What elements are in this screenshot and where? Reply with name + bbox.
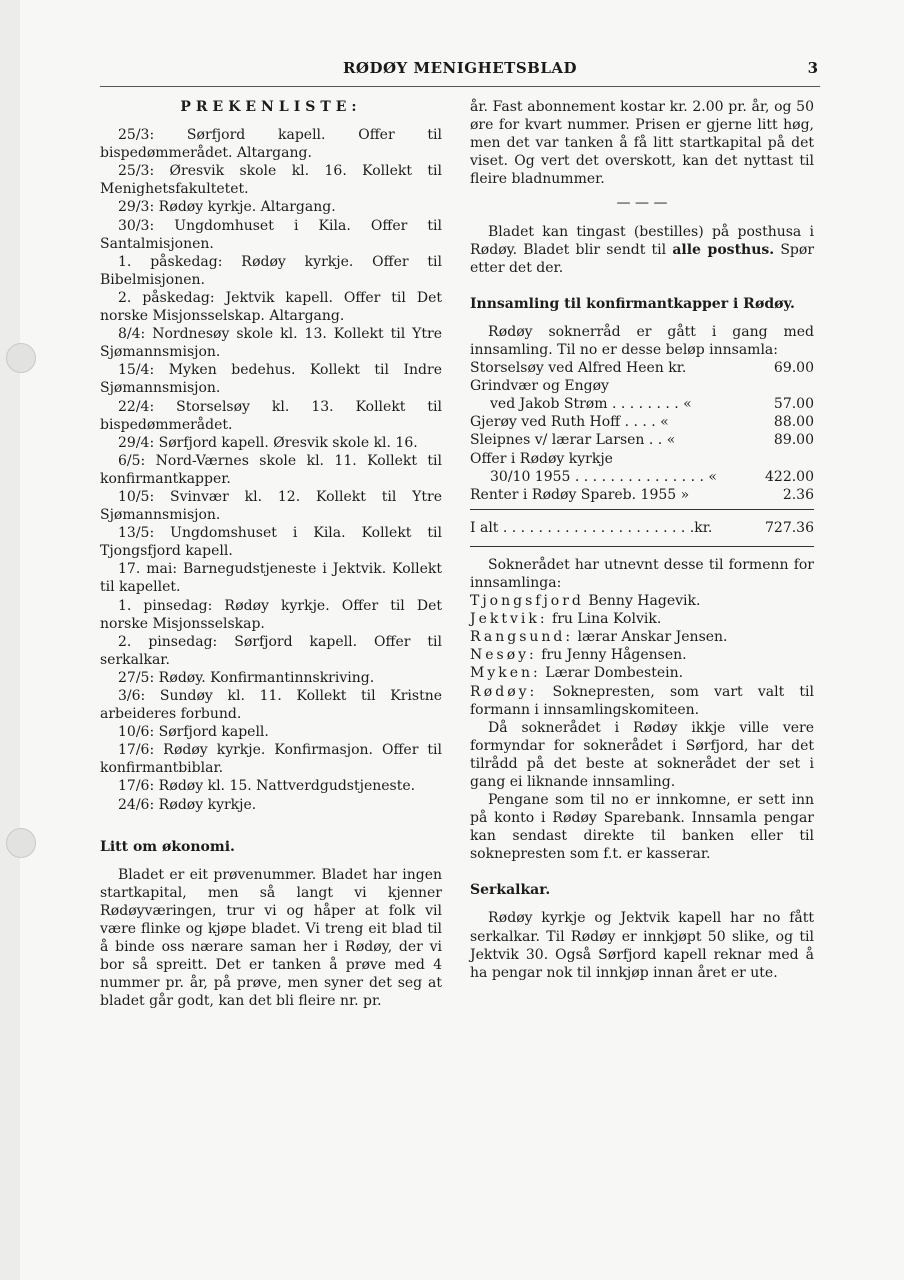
formann-entry bbox=[470, 646, 814, 664]
preken-entry: 8/4: Nordnesøy skole kl. 13. Kollekt til Ytre Sjømannsmisjon. bbox=[100, 326, 442, 361]
donation-row bbox=[470, 395, 814, 413]
donation-label: ved Jakob Strøm . . . . . . . . « bbox=[490, 396, 692, 413]
tingast-text-after: Spør etter det der. bbox=[470, 241, 815, 276]
formann-entry bbox=[470, 664, 814, 682]
tingast-bold: alle posthus. bbox=[672, 241, 775, 258]
okonomi-paragraph: Bladet er eit prøvenummer. Bladet har ingen startkapital, men så langt vi kjenner Rødøyværingen, trur vi og håper at folk vil være flinke og kjøpe bladet. Vi treng eit blad til å binde oss nærare saman her i Rødøy, der vi bor så spreitt. Det er tanken å prøve med 4 nummer pr. år, på prøve, men syner det seg at bladet går godt, kan det bli fleire nr. pr. bbox=[100, 866, 442, 1010]
preken-entry: 1. påskedag: Rødøy kyrkje. Offer til Bibelmisjonen. bbox=[100, 253, 442, 288]
sorfjord-paragraph: Då soknerådet i Rødøy ikkje ville vere formyndar for soknerådet i Sørfjord, har det tilrådd på det beste at soknerådet der set i gang ei liknande innsamling. bbox=[470, 719, 814, 790]
donation-row bbox=[470, 377, 814, 395]
preken-entry: 27/5: Rødøy. Konfirmantinnskriving. bbox=[118, 669, 375, 686]
total-row bbox=[470, 519, 814, 537]
punch-hole bbox=[6, 828, 36, 858]
donation-amount: 57.00 bbox=[773, 396, 814, 413]
donation-amount bbox=[744, 450, 814, 468]
section-separator: — — — bbox=[616, 195, 668, 212]
formann-place: Rødøy: bbox=[470, 683, 538, 700]
punch-hole bbox=[6, 343, 36, 373]
donation-amount: 88.00 bbox=[773, 414, 814, 431]
donation-amount: 2.36 bbox=[782, 486, 814, 503]
tingast-text: Bladet kan tingast (bestilles) på posthusa i Rødøy. Bladet blir sendt til bbox=[470, 223, 814, 258]
preken-entry: 2. pinsedag: Sørfjord kapell. Offer til serkalkar. bbox=[100, 633, 442, 668]
formann-place: Tjongsfjord bbox=[470, 593, 584, 610]
innsamling-intro: Rødøy soknerråd er gått i gang med innsamling. Til no er desse beløp innsamla: bbox=[470, 323, 814, 358]
left-column bbox=[100, 98, 442, 1010]
formann-person: fru Lina Kolvik. bbox=[552, 611, 662, 628]
donation-label: Gjerøy ved Ruth Hoff . . . . « bbox=[470, 414, 669, 431]
tingast-paragraph bbox=[470, 223, 814, 277]
donation-row bbox=[470, 468, 814, 486]
page-header bbox=[100, 56, 820, 87]
preken-entry: 2. påskedag: Jektvik kapell. Offer til Det norske Misjonsselskap. Altargang. bbox=[100, 289, 442, 325]
preken-entry: 29/3: Rødøy kyrkje. Altargang. bbox=[118, 199, 336, 216]
formann-person: Benny Hagevik. bbox=[588, 593, 701, 610]
formenn-list bbox=[470, 592, 814, 719]
total-rule bbox=[470, 546, 814, 547]
prekenliste bbox=[100, 126, 442, 814]
formann-person: fru Jenny Hågensen. bbox=[541, 647, 687, 664]
formenn-intro: Soknerådet har utnevnt desse til formenn for innsamlinga: bbox=[470, 556, 814, 591]
okonomi-continued: år. Fast abonnement kostar kr. 2.00 pr. år, og 50 øre for kvart nummer. Prisen er gjerne litt høg, men det var tanken å få litt startkapital på det viset. Og vert det overskott, kan det nyttast til fleire bladnummer. bbox=[470, 99, 814, 188]
donation-label: 30/10 1955 . . . . . . . . . . . . . . . « bbox=[490, 468, 717, 485]
donation-row bbox=[470, 359, 814, 377]
formann-entry bbox=[470, 683, 814, 719]
preken-entry: 25/3: Sørfjord kapell. Offer til bispedømmerådet. Altargang. bbox=[100, 127, 442, 162]
donation-amount: 69.00 bbox=[773, 360, 814, 377]
okonomi-heading: Litt om økonomi. bbox=[100, 838, 235, 855]
donation-amount: 89.00 bbox=[773, 432, 814, 449]
donation-label: Renter i Rødøy Spareb. 1955 » bbox=[470, 486, 690, 503]
pengane-paragraph: Pengane som til no er innkomne, er sett inn på konto i Rødøy Sparebank. Innsamla pengar kan sendast direkte til banken eller til soknepresten som f.t. er kasserar. bbox=[470, 792, 814, 863]
donation-row bbox=[470, 450, 814, 468]
serkalkar-paragraph: Rødøy kyrkje og Jektvik kapell har no fått serkalkar. Til Rødøy er innkjøpt 50 slike, og til Jektvik 30. Også Sørfjord kapell reknar med å ha pengar nok til innkjøp innan året er ute. bbox=[470, 910, 814, 981]
preken-entry: 15/4: Myken bedehus. Kollekt til Indre Sjømannsmisjon. bbox=[100, 362, 442, 397]
preken-entry: 3/6: Sundøy kl. 11. Kollekt til Kristne arbeideres forbund. bbox=[100, 688, 442, 723]
donation-row bbox=[470, 431, 814, 449]
preken-entry: 22/4: Storselsøy kl. 13. Kollekt til bispedømmerådet. bbox=[100, 398, 442, 433]
preken-entry: 25/3: Øresvik skole kl. 16. Kollekt til Menighetsfakultetet. bbox=[100, 163, 442, 198]
formann-place: Myken: bbox=[470, 665, 541, 682]
sum-rule bbox=[470, 509, 814, 510]
preken-entry: 24/6: Rødøy kyrkje. bbox=[118, 796, 257, 813]
formann-person: Lærar Dombestein. bbox=[545, 665, 684, 682]
serkalkar-heading: Serkalkar. bbox=[470, 882, 551, 899]
formann-place: Jektvik: bbox=[470, 611, 548, 628]
donation-label: Storselsøy ved Alfred Heen kr. bbox=[470, 360, 687, 377]
preken-entry: 10/5: Svinvær kl. 12. Kollekt til Ytre Sjømannsmisjon. bbox=[100, 488, 442, 524]
preken-entry: 17/6: Rødøy kyrkje. Konfirmasjon. Offer til konfirmantbiblar. bbox=[100, 742, 442, 777]
formann-entry bbox=[470, 610, 814, 628]
preken-entry: 17. mai: Barnegudstjeneste i Jektvik. Kollekt til kapellet. bbox=[100, 561, 442, 596]
total-label: I alt . . . . . . . . . . . . . . . . . . . . . .kr. bbox=[470, 519, 713, 536]
formann-entry bbox=[470, 628, 814, 646]
donation-row bbox=[470, 413, 814, 431]
donation-label: Sleipnes v/ lærar Larsen . . « bbox=[470, 432, 676, 449]
preken-entry: 13/5: Ungdomshuset i Kila. Kollekt til Tjongsfjord kapell. bbox=[100, 525, 442, 560]
donation-row bbox=[470, 486, 814, 504]
innsamling-list bbox=[470, 359, 814, 504]
donation-amount: 422.00 bbox=[765, 468, 814, 485]
donation-label: Offer i Rødøy kyrkje bbox=[470, 450, 613, 467]
page-number: 3 bbox=[807, 59, 818, 77]
innsamling-heading: Innsamling til konfirmantkapper i Rødøy. bbox=[470, 295, 795, 312]
formann-person: lærar Anskar Jensen. bbox=[577, 629, 728, 646]
preken-entry: 10/6: Sørfjord kapell. bbox=[118, 724, 269, 741]
donation-amount bbox=[744, 377, 814, 395]
preken-entry: 17/6: Rødøy kl. 15. Nattverdgudstjeneste. bbox=[118, 778, 416, 795]
preken-entry: 29/4: Sørfjord kapell. Øresvik skole kl. 16. bbox=[118, 434, 418, 451]
preken-entry: 6/5: Nord-Værnes skole kl. 11. Kollekt til konfirmantkapper. bbox=[100, 452, 442, 487]
prekenliste-heading: PREKENLISTE: bbox=[180, 99, 362, 115]
publication-title: RØDØY MENIGHETSBLAD bbox=[342, 59, 578, 77]
formann-place: Nesøy: bbox=[470, 647, 537, 664]
donation-label: Grindvær og Engøy bbox=[470, 378, 609, 395]
total-amount: 727.36 bbox=[765, 519, 814, 536]
preken-entry: 30/3: Ungdomhuset i Kila. Offer til Santalmisjonen. bbox=[100, 217, 442, 252]
formann-person: Soknepresten, som vart valt til formann i innsamlingskomiteen. bbox=[470, 683, 815, 718]
formann-entry bbox=[470, 592, 814, 610]
right-column bbox=[470, 98, 814, 982]
preken-entry: 1. pinsedag: Rødøy kyrkje. Offer til Det norske Misjonsselskap. bbox=[100, 597, 442, 632]
formann-place: Rangsund: bbox=[470, 629, 574, 646]
